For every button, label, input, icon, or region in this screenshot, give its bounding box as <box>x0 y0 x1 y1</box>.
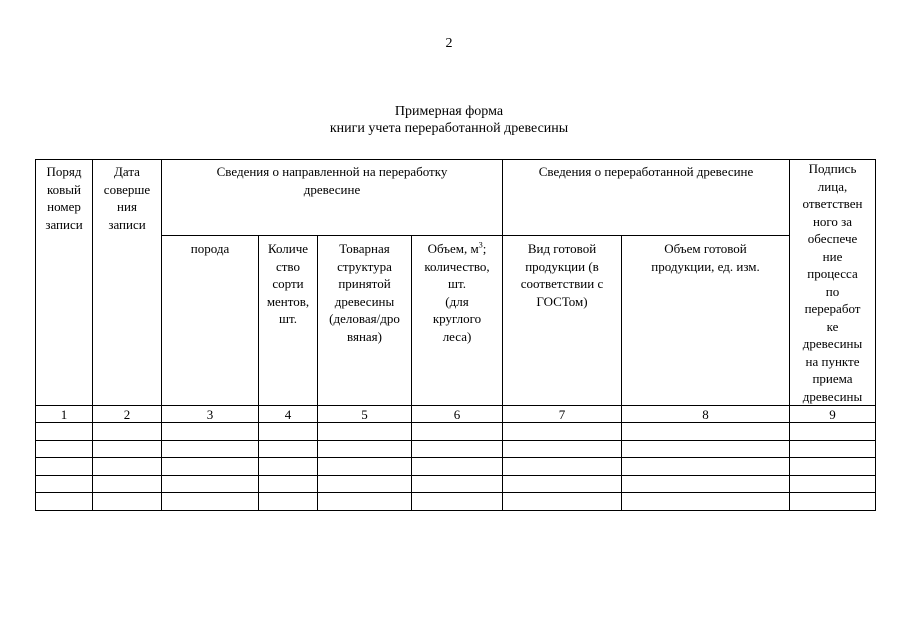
header-row <box>36 160 876 236</box>
table-cell <box>259 423 318 441</box>
table-row <box>36 475 876 493</box>
table-cell <box>503 475 622 493</box>
header-group-sent-wood: Сведения о направленной на переработку древесине <box>162 160 503 236</box>
column-number: 5 <box>318 406 412 423</box>
record-book-table <box>35 159 876 511</box>
table-cell <box>93 458 162 476</box>
table-cell <box>318 458 412 476</box>
table-cell <box>36 440 93 458</box>
column-number-row <box>36 406 876 423</box>
subheader-row <box>36 236 876 406</box>
table-cell <box>162 440 259 458</box>
table-cell <box>412 440 503 458</box>
header-group-processed-wood: Сведения о переработанной древесине <box>503 160 790 236</box>
table-cell <box>36 475 93 493</box>
column-number: 2 <box>93 406 162 423</box>
header-record-number: Поряд ковый номер записи <box>36 160 93 406</box>
table-cell <box>412 475 503 493</box>
table-cell <box>162 423 259 441</box>
column-number: 7 <box>503 406 622 423</box>
page-number: 2 <box>445 36 453 51</box>
table-cell <box>318 440 412 458</box>
table-cell <box>318 423 412 441</box>
volume-label-rest: ; количество, шт. (для круглого леса) <box>424 241 490 344</box>
table-body <box>36 160 876 511</box>
table-cell <box>93 493 162 511</box>
subheader-commodity-structure: Товарная структура принятой древесины (деловая/дро вяная) <box>318 236 412 406</box>
column-number: 4 <box>259 406 318 423</box>
header-signature: Подпись лица, ответствен ного за обеспече ние процесса по переработ ке древесины на пункте приема древесины <box>790 160 876 406</box>
subheader-volume <box>412 236 503 406</box>
table-cell <box>93 440 162 458</box>
table-cell <box>412 493 503 511</box>
table-cell <box>93 475 162 493</box>
column-number: 1 <box>36 406 93 423</box>
column-number: 8 <box>622 406 790 423</box>
column-number: 9 <box>790 406 876 423</box>
table-cell <box>412 423 503 441</box>
subheader-species: порода <box>162 236 259 406</box>
volume-label: Объем, м <box>427 241 479 257</box>
volume-unit-exponent: 3 <box>478 240 483 250</box>
table-cell <box>162 493 259 511</box>
table-cell <box>162 458 259 476</box>
table-cell <box>412 458 503 476</box>
table-cell <box>622 493 790 511</box>
table-cell <box>318 475 412 493</box>
table-cell <box>622 440 790 458</box>
table-cell <box>162 475 259 493</box>
column-number: 3 <box>162 406 259 423</box>
table-cell <box>36 423 93 441</box>
table-row <box>36 440 876 458</box>
table-cell <box>503 493 622 511</box>
table-cell <box>93 423 162 441</box>
table-cell <box>36 458 93 476</box>
subheader-product-type: Вид готовой продукции (в соответствии с ГОСТом) <box>503 236 622 406</box>
table-cell <box>259 458 318 476</box>
table-cell <box>622 458 790 476</box>
table-cell <box>259 440 318 458</box>
table-cell <box>259 493 318 511</box>
table-row <box>36 493 876 511</box>
form-title-line-1: Примерная форма <box>394 104 504 119</box>
form-title <box>0 103 898 137</box>
table-row <box>36 423 876 441</box>
table-cell <box>790 475 876 493</box>
table-cell <box>318 493 412 511</box>
table-cell <box>259 475 318 493</box>
form-title-line-2: книги учета переработанной древесины <box>329 121 569 136</box>
table-cell <box>503 423 622 441</box>
table-cell <box>503 458 622 476</box>
subheader-assortment-count: Количе ство сорти ментов, шт. <box>259 236 318 406</box>
table-cell <box>36 493 93 511</box>
table-row <box>36 458 876 476</box>
table-cell <box>622 475 790 493</box>
table-cell <box>622 423 790 441</box>
table-cell <box>503 440 622 458</box>
column-number: 6 <box>412 406 503 423</box>
subheader-product-volume: Объем готовой продукции, ед. изм. <box>622 236 790 406</box>
table-cell <box>790 493 876 511</box>
table-cell <box>790 440 876 458</box>
header-record-date: Дата соверше ния записи <box>93 160 162 406</box>
table-cell <box>790 423 876 441</box>
table-cell <box>790 458 876 476</box>
